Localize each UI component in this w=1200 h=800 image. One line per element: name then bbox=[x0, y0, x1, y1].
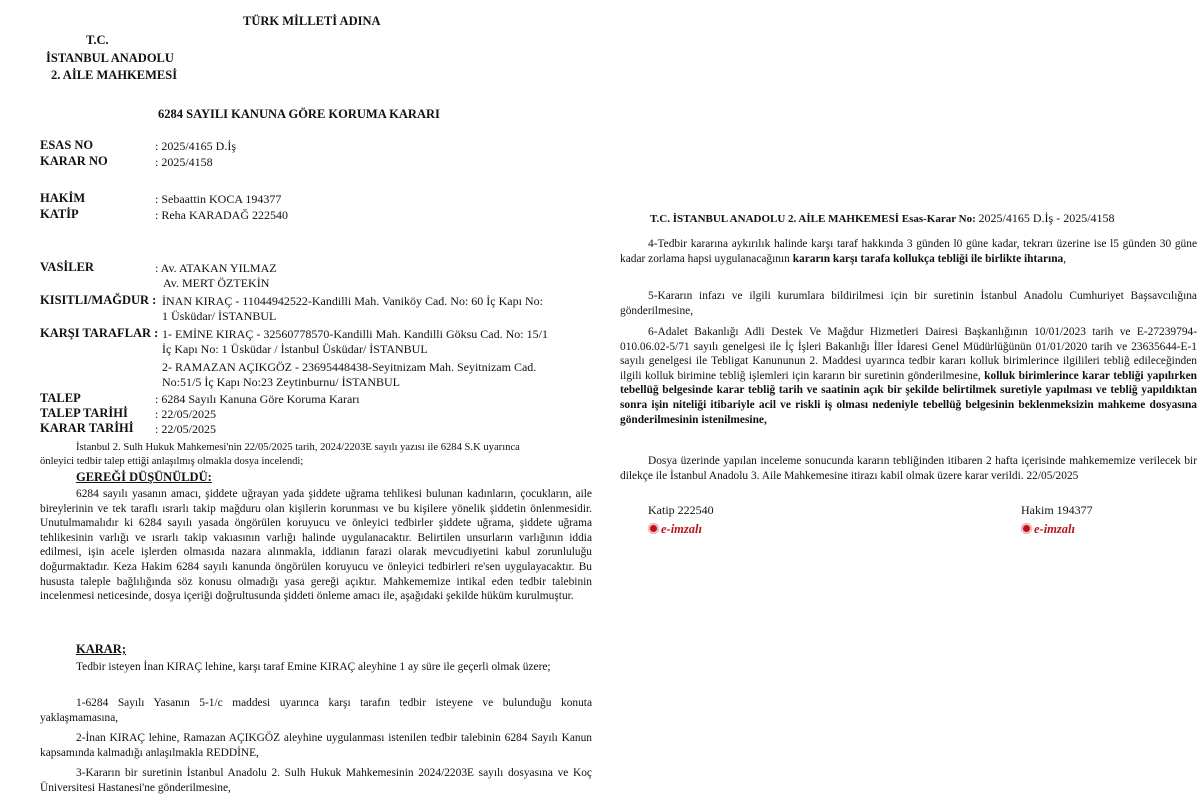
karar-tarihi-value: : 22/05/2025 bbox=[155, 422, 217, 436]
nation-heading: TÜRK MİLLETİ ADINA bbox=[243, 14, 381, 28]
karar-tarihi-label: KARAR TARİHİ bbox=[40, 421, 134, 435]
right-final-paragraph: Dosya üzerinde yapılan inceleme sonucunda kararın tebliğinden itibaren 2 hafta içerisinde mahkememize verilecek bir dilekçe ile İstanbul Anadolu 3. Aile Mahkemesine itirazı kabil olmak üzere karar verildi. 22/05/2025 bbox=[620, 455, 1197, 482]
vasiler-value-1: : Av. ATAKAN YILMAZ bbox=[155, 261, 277, 275]
seal-icon bbox=[1021, 523, 1032, 534]
right-header-court: T.C. İSTANBUL ANADOLU 2. AİLE MAHKEMESİ bbox=[650, 213, 899, 225]
gerekce-paragraph: 6284 sayılı yasanın amacı, şiddete uğrayan yada şiddete uğrama tehlikesi bulunan kadınların, çocukların, aile bireylerinin ve tek taraflı ısrarlı takip mağduru olan kişilerin korunması ve bu kişilere yönelik şiddetin önlenmesidir. Unutulmamalıdır ki 6284 sayılı yasada öngörülen koruyucu ve önleyici tedbirler şiddete uğrama, şiddete uğrama tehlikesinin varlığı ve ısrarlı takip vakıasının varlığı halinde uygulanacaktır. Belirtilen unsurların varlığının iddia edilmesi, işin acele işlerden olmasıda nazara alınmakla, iddianın farazi olarak mevcudiyetini kabul zorunluluğu doğurmaktadır. Keza Hakim 6284 sayılı kanunda öngörülen koruyucu ve önleyici tedbirleri re'sen uygulayacaktır. Bu hususta taleple bağlılığında söz konusu olmadığı yasa gereği açıktır. Mahkememize intikal eden tedbir talebinin incelenmesi neticesinde, dosya içeriği doğrultusunda şiddeti önleme amacı ile, aşağıdaki şekilde hüküm kurulmuştur. bbox=[40, 488, 592, 603]
hakim-label: HAKİM bbox=[40, 191, 86, 205]
court-line-tc: T.C. bbox=[86, 33, 109, 47]
p6-text: 6-Adalet Bakanlığı Adli Destek Ve Mağdur Hizmetleri Dairesi Başkanlığının 10/01/2023 tarih ve E-27239794-010.06.02-5/71 sayılı genelgesi ile İç İşleri Bakanlığı İller İdaresi Genel Müdürlüğünün 01/01/2020 tarih ve 23635644-E-1 sayılı genelgesi ile Tebligat Kanununun 2. Maddesi uyarınca tedbir kararı kolluk birimlerince ilgilileri tebliğ edileceğinden ilgili kolluk birimine tebliğ işlemleri için kararın bir suretinin gönderilmesine, bbox=[620, 326, 1197, 382]
karsi-taraflar-label: KARŞI TARAFLAR : bbox=[40, 326, 159, 340]
karar-paragraph-1: 1-6284 Sayılı Yasanın 5-1/c maddesi uyarınca karşı tarafın tedbir isteyene ve bulunduğu konuta yaklaşmamasına, bbox=[40, 697, 592, 724]
court-line-name: 2. AİLE MAHKEMESİ bbox=[51, 68, 178, 82]
right-paragraph-4 bbox=[620, 237, 1197, 266]
hakim-esignature bbox=[1021, 520, 1075, 538]
kisitli-value-2: 1 Üsküdar/ İSTANBUL bbox=[162, 309, 277, 323]
p4-end: , bbox=[1063, 252, 1067, 265]
karar-no-value: : 2025/4158 bbox=[155, 155, 213, 169]
kisitli-label: KISITLI/MAĞDUR : bbox=[40, 293, 157, 307]
karsi-value-1: 1- EMİNE KIRAÇ - 32560778570-Kandilli Mah. Kandilli Göksu Cad. No: 15/1 bbox=[162, 327, 548, 341]
page-right bbox=[604, 0, 1200, 800]
p4-bold-text: kararın karşı tarafa kollukça tebliği ile birlikte ihtarına bbox=[792, 252, 1064, 265]
page-left bbox=[0, 0, 596, 800]
esas-label: ESAS NO bbox=[40, 138, 94, 152]
katip-signature-label: Katip 222540 bbox=[648, 503, 714, 517]
court-line-city: İSTANBUL ANADOLU bbox=[46, 51, 174, 65]
katip-label: KATİP bbox=[40, 207, 79, 221]
karar-paragraph-3: 3-Kararın bir suretinin İstanbul Anadolu 2. Sulh Hukuk Mahkemesinin 2024/2203E sayılı dosyasına ve Koç Üniversitesi Hastanesi'ne gönderilmesine, bbox=[40, 767, 592, 794]
katip-esignature bbox=[648, 520, 702, 538]
karsi-value-4: No:51/5 İç Kapı No:23 Zeytinburnu/ İSTANBUL bbox=[162, 375, 401, 389]
right-paragraph-6 bbox=[620, 325, 1197, 427]
esas-value: : 2025/4165 D.İş bbox=[155, 139, 236, 153]
talep-tarihi-value: : 22/05/2025 bbox=[155, 407, 217, 421]
karsi-value-2: İç Kapı No: 1 Üsküdar / İstanbul Üsküdar/ İSTANBUL bbox=[162, 342, 428, 356]
vasiler-value-2: Av. MERT ÖZTEKİN bbox=[163, 276, 270, 290]
p4-text: 4-Tedbir kararına aykırılık halinde karşı taraf hakkında 3 günden l0 güne kadar, tekrarı üzerine ise l5 günden 30 güne kadar zorlama hapsi uygulanacağının bbox=[620, 238, 1197, 265]
karar-no-label: KARAR NO bbox=[40, 154, 108, 168]
karar-paragraph-0: Tedbir isteyen İnan KIRAÇ lehine, karşı taraf Emine KIRAÇ aleyhine 1 ay süre ile geçerli olmak üzere; bbox=[76, 661, 551, 673]
right-paragraph-5: 5-Kararın infazı ve ilgili kurumlara bildirilmesi için bir suretinin İstanbul Anadolu Cumhuriyet Başsavcılığına gönderilmesine, bbox=[620, 290, 1197, 317]
hakim-signature-label: Hakim 194377 bbox=[1021, 503, 1093, 517]
intro-line-1: İstanbul 2. Sulh Hukuk Mahkemesi'nin 22/05/2025 tarih, 2024/2203E sayılı yazısı ile 6284 S.K uyarınca bbox=[76, 442, 520, 453]
esig-text-2: e-imzalı bbox=[1034, 522, 1075, 536]
karar-paragraph-2: 2-İnan KIRAÇ lehine, Ramazan AÇIKGÖZ aleyhine uygulanması istenilen tedbir talebinin 6284 Sayılı Kanun kapsamında kalmadığı anlaşılmakla REDDİNE, bbox=[40, 732, 592, 759]
kisitli-value-1: İNAN KIRAÇ - 11044942522-Kandilli Mah. Vaniköy Cad. No: 60 İç Kapı No: bbox=[162, 294, 543, 308]
katip-value: : Reha KARADAĞ 222540 bbox=[155, 208, 288, 222]
page-gap bbox=[598, 0, 602, 800]
hakim-value: : Sebaattin KOCA 194377 bbox=[155, 192, 282, 206]
talep-value: : 6284 Sayılı Kanuna Göre Koruma Kararı bbox=[155, 392, 360, 406]
right-header bbox=[650, 211, 1115, 226]
talep-label: TALEP bbox=[40, 391, 81, 405]
right-header-value: 2025/4165 D.İş - 2025/4158 bbox=[978, 211, 1115, 225]
gerekce-heading: GEREĞİ DÜŞÜNÜLDÜ: bbox=[76, 470, 212, 484]
karsi-value-3: 2- RAMAZAN AÇIKGÖZ - 23695448438-Seyitnizam Mah. Seyitnizam Cad. bbox=[162, 360, 537, 374]
talep-tarihi-label: TALEP TARİHİ bbox=[40, 406, 128, 420]
seal-icon bbox=[648, 523, 659, 534]
esig-text-1: e-imzalı bbox=[661, 522, 702, 536]
karar-heading: KARAR; bbox=[76, 642, 126, 656]
document-title: 6284 SAYILI KANUNA GÖRE KORUMA KARARI bbox=[158, 107, 440, 121]
intro-line-2: önleyici tedbir talep ettiği anlaşılmış olmakla dosya incelendi; bbox=[40, 456, 304, 467]
p6-bold-text: kolluk birimlerince karar tebliği yapılırken tebellüğ belgesinde karar tebliğ tarih ve saatinin açık bir şekilde belirtilmek suretiyle yapılması ve tebliğ yapıldıktan sonra işin niteliği itibariyle acil ve riskli iş olması nedeniyle tebellüğ belgesinin beklenmeksizin mahkeme dosyasına gönderilmesinin istenilmesine, bbox=[620, 369, 1197, 426]
vasiler-label: VASİLER bbox=[40, 260, 94, 274]
right-header-label: Esas-Karar No: bbox=[901, 213, 976, 225]
